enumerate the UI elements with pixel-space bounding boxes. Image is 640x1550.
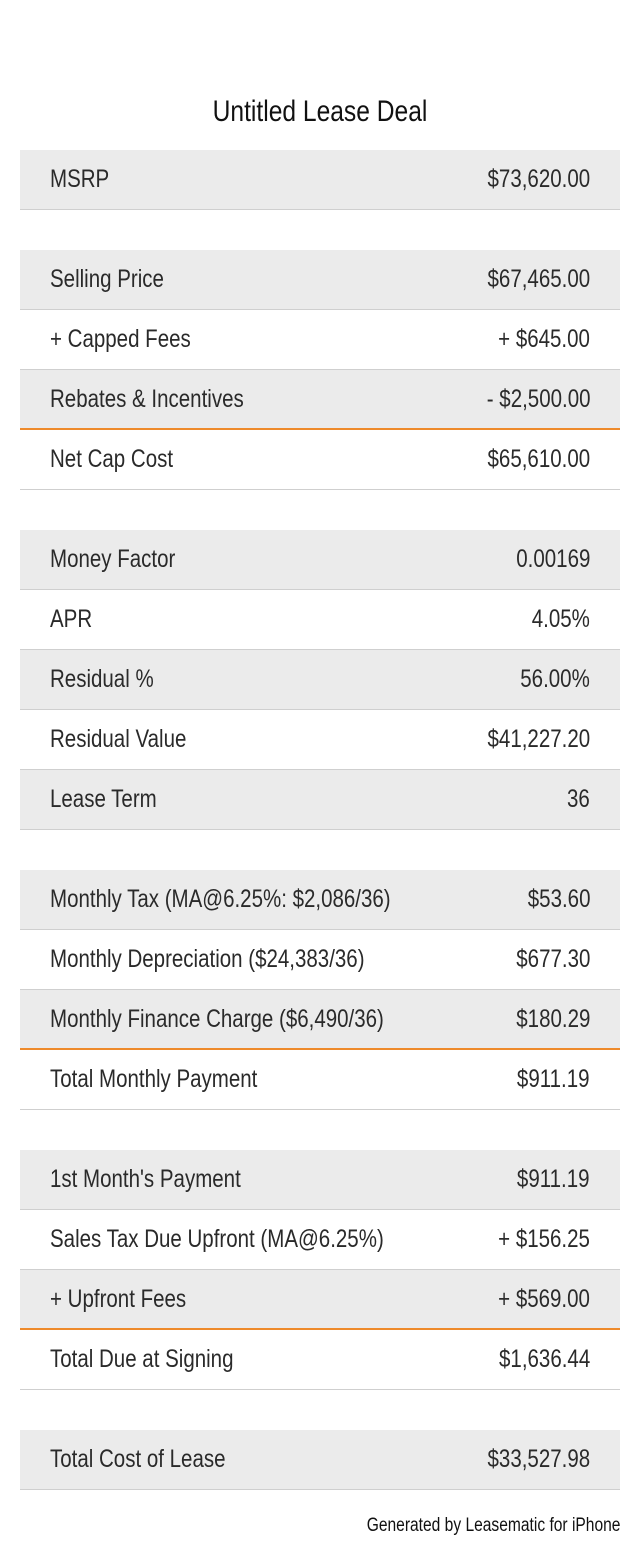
footer-credit: Generated by Leasematic for iPhone (366, 1515, 620, 1536)
row-value: + $645.00 (498, 325, 590, 353)
row-selling-price (20, 250, 620, 310)
row-value: $677.30 (515, 945, 590, 973)
section-gap (20, 1390, 620, 1430)
row-net-cap-cost (20, 430, 620, 490)
row-apr (20, 590, 620, 650)
row-value: $41,227.20 (487, 725, 590, 753)
row-monthly-finance-charge (20, 990, 620, 1050)
row-label: Monthly Depreciation ($24,383/36) (50, 945, 365, 973)
row-label: APR (50, 605, 93, 633)
row-label: Rebates & Incentives (50, 385, 244, 413)
row-residual-percent (20, 650, 620, 710)
lease-summary-table (20, 150, 620, 1490)
row-label: 1st Month's Payment (50, 1165, 241, 1193)
row-label: Selling Price (50, 265, 164, 293)
row-value: $53.60 (527, 885, 590, 913)
row-label: Total Due at Signing (50, 1345, 234, 1373)
section-gap (20, 490, 620, 530)
row-sales-tax-upfront (20, 1210, 620, 1270)
row-residual-value (20, 710, 620, 770)
row-msrp (20, 150, 620, 210)
row-rebates-incentives (20, 370, 620, 430)
row-label: Residual % (50, 665, 154, 693)
row-monthly-depreciation (20, 930, 620, 990)
row-value: $1,636.44 (498, 1345, 590, 1373)
row-label: Monthly Tax (MA@6.25%: $2,086/36) (50, 885, 391, 913)
row-label: Lease Term (50, 785, 157, 813)
row-value: + $569.00 (498, 1285, 590, 1313)
row-value: 36 (567, 785, 590, 813)
row-value: $67,465.00 (487, 265, 590, 293)
row-value: 56.00% (520, 665, 590, 693)
row-lease-term (20, 770, 620, 830)
section-gap (20, 830, 620, 870)
row-upfront-fees (20, 1270, 620, 1330)
row-value: $33,527.98 (487, 1445, 590, 1473)
row-label: Sales Tax Due Upfront (MA@6.25%) (50, 1225, 384, 1253)
row-capped-fees (20, 310, 620, 370)
row-label: + Upfront Fees (50, 1285, 187, 1313)
row-value: + $156.25 (498, 1225, 590, 1253)
row-value: 0.00169 (515, 545, 590, 573)
row-first-month-payment (20, 1150, 620, 1210)
row-total-due-at-signing (20, 1330, 620, 1390)
section-gap (20, 1110, 620, 1150)
row-value: $911.19 (517, 1065, 590, 1093)
row-value: $911.19 (517, 1165, 590, 1193)
row-label: Money Factor (50, 545, 176, 573)
row-label: + Capped Fees (50, 325, 191, 353)
row-value: $180.29 (515, 1005, 590, 1033)
row-label: Total Monthly Payment (50, 1065, 258, 1093)
row-total-monthly-payment (20, 1050, 620, 1110)
row-value: 4.05% (531, 605, 590, 633)
row-label: MSRP (50, 165, 110, 193)
row-label: Monthly Finance Charge ($6,490/36) (50, 1005, 384, 1033)
section-gap (20, 210, 620, 250)
row-monthly-tax (20, 870, 620, 930)
row-value: $65,610.00 (487, 445, 590, 473)
row-label: Residual Value (50, 725, 187, 753)
row-money-factor (20, 530, 620, 590)
page-title: Untitled Lease Deal (212, 95, 428, 128)
row-label: Net Cap Cost (50, 445, 174, 473)
row-value: $73,620.00 (487, 165, 590, 193)
row-label: Total Cost of Lease (50, 1445, 226, 1473)
row-value: - $2,500.00 (486, 385, 590, 413)
row-total-cost-of-lease (20, 1430, 620, 1490)
